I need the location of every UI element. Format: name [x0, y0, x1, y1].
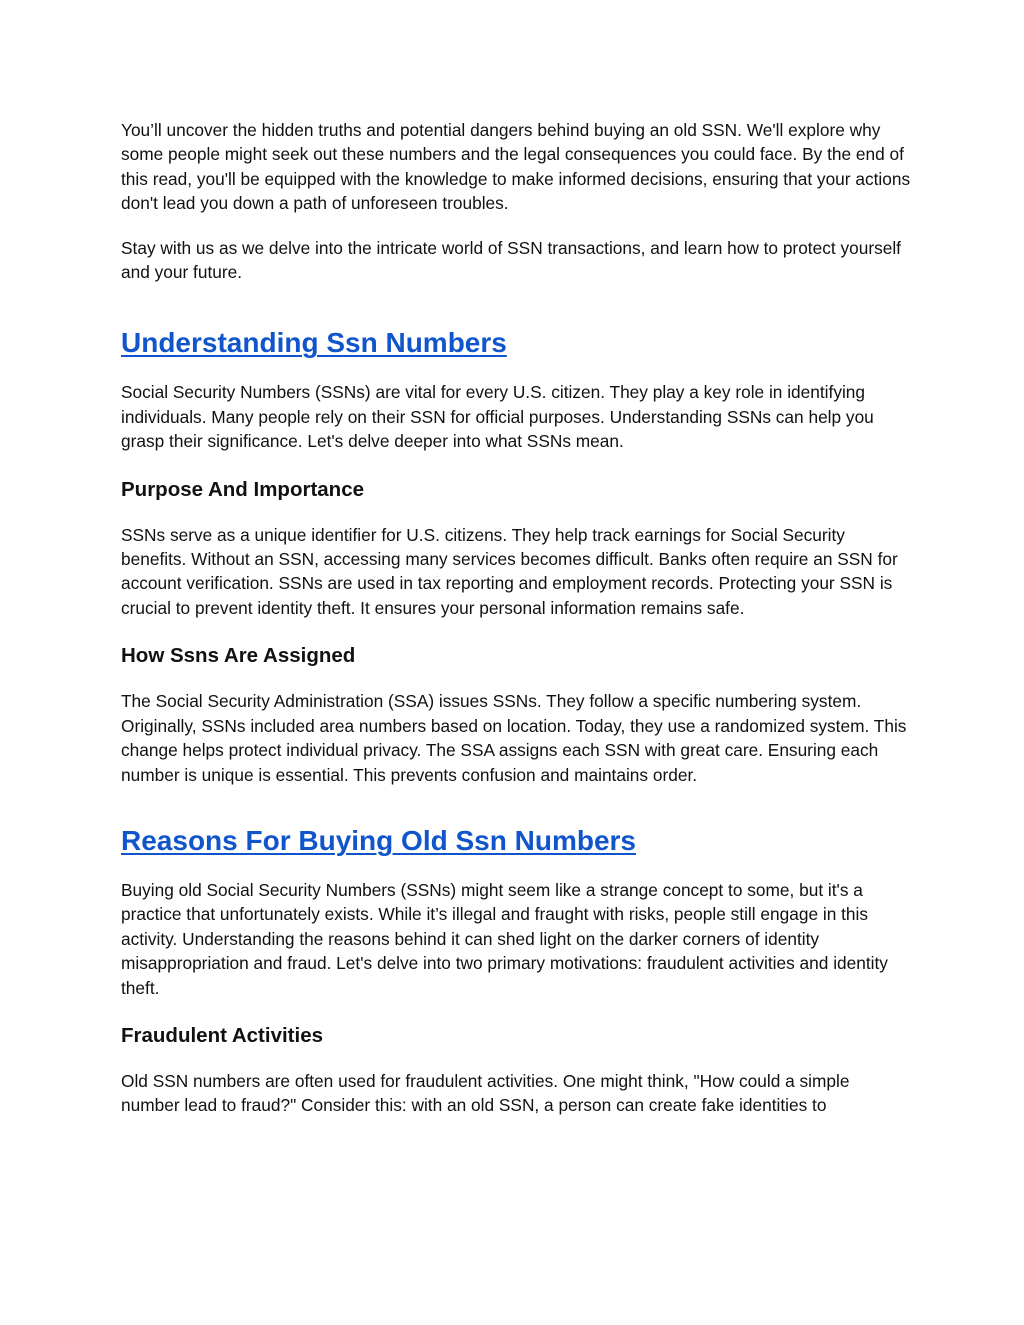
- intro-paragraph-1: You’ll uncover the hidden truths and potential dangers behind buying an old SSN. We'll explore why some people might seek out these numbers and the legal consequences you could face. By the end of this read, you'll be equipped with the knowledge to make informed decisions, ensuring that your actions don't lead you down a path of unforeseen troubles.: [121, 120, 911, 214]
- section-understanding-body: Social Security Numbers (SSNs) are vital for every U.S. citizen. They play a key role in identifying individuals. Many people rely on their SSN for official purposes. Understanding SSNs can help you grasp their significance. Let's delve deeper into what SSNs mean.: [121, 382, 874, 452]
- purpose-body: SSNs serve as a unique identifier for U.S. citizens. They help track earnings for Social Security benefits. Without an SSN, accessing many services becomes difficult. Banks often require an SSN for account verification. SSNs are used in tax reporting and employment records. Protecting your SSN is crucial to prevent identity theft. It ensures your personal information remains safe.: [121, 524, 898, 618]
- subheading-assigned: How Ssns Are Assigned: [121, 644, 356, 668]
- section-heading-reasons-link[interactable]: Reasons For Buying Old Ssn Numbers: [121, 824, 636, 856]
- subheading-purpose: Purpose And Importance: [121, 477, 364, 501]
- fraudulent-body: Old SSN numbers are often used for fraudulent activities. One might think, "How could a simple number lead to fraud?" Consider this: with an old SSN, a person can create fake identities to: [121, 1070, 850, 1116]
- intro-paragraph-2: Stay with us as we delve into the intricate world of SSN transactions, and learn how to protect yourself and your future.: [121, 237, 901, 283]
- section-reasons-body: Buying old Social Security Numbers (SSNs) might seem like a strange concept to some, but it's a practice that unfortunately exists. While it’s illegal and fraught with risks, people still engage in this activity. Understanding the reasons behind it can shed light on the darker corners of identity misappropriation and fraud. Let's delve into two primary motivations: fraudulent activities and identity theft.: [121, 879, 888, 998]
- section-heading-reasons: [121, 824, 911, 858]
- subheading-fraudulent: Fraudulent Activities: [121, 1023, 323, 1047]
- section-heading-understanding-link[interactable]: Understanding Ssn Numbers: [121, 327, 507, 359]
- document-page: [121, 118, 911, 1118]
- section-heading-understanding: [121, 326, 911, 360]
- assigned-body: The Social Security Administration (SSA) issues SSNs. They follow a specific numbering system. Originally, SSNs included area numbers based on location. Today, they use a randomized system. This change helps protect individual privacy. The SSA assigns each SSN with great care. Ensuring each number is unique is essential. This prevents confusion and maintains order.: [121, 691, 907, 785]
